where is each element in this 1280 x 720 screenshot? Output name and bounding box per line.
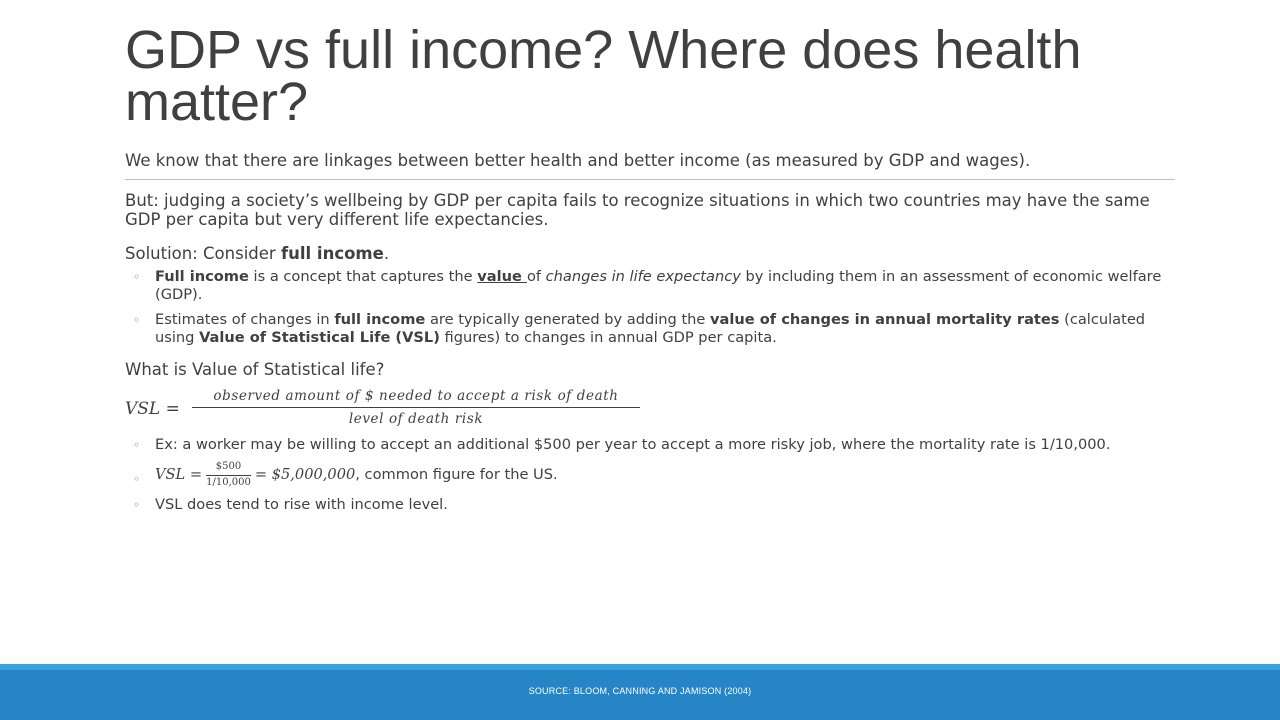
bullet1-bold: Full income [155,268,249,285]
solution-prefix: Solution: Consider [125,244,281,263]
bullet2-text: are typically generated by adding the [425,311,711,328]
bullet1-underlined: value [477,268,527,285]
bullet2-text: figures) to changes in annual GDP per capita. [439,329,777,346]
bullet2-text: (calculated using [155,311,1146,346]
vsl-question: What is Value of Statistical life? [125,360,385,379]
vsl-calc-lhs: VSL = [155,466,203,483]
bullet2-text: Estimates of changes in [155,311,335,328]
bullet-marker-icon: ◦ [133,472,141,486]
bullet-marker-icon: ◦ [133,498,141,512]
bullet-marker-icon: ◦ [133,438,141,452]
bullet-marker-icon: ◦ [133,270,141,284]
example-text: Ex: a worker may be willing to accept an additional $500 per year to accept a more risky job, where the mortality rate is 1/10,000. [155,436,1111,453]
bullet1-italic: changes in life expectancy [545,268,741,285]
bullet-marker-icon: ◦ [133,313,141,327]
list-item [125,496,1175,514]
bullet1-text: by including them in an assessment of economic welfare (GDP). [155,268,1162,303]
vsl-example-bullets [125,436,1175,514]
bullet2-bold: full income [334,311,426,328]
bullet2-bold: Value of Statistical Life (VSL) [199,329,440,346]
solution-bold: full income [280,244,384,263]
list-item [125,268,1175,304]
solution-line [125,243,1175,264]
income-rise-text: VSL does tend to rise with income level. [155,496,448,513]
bullet2-bold: value of changes in annual mortality rates [710,311,1060,328]
slide-title: GDP vs full income? Where does health matter? [125,20,1082,132]
intro-paragraph: We know that there are linkages between better health and better income (as measured by GDP and wages). [125,150,1175,180]
vsl-calc-numerator: $500 [206,461,251,476]
source-citation: SOURCE: BLOOM, CANNING AND JAMISON (2004) [528,686,752,696]
full-income-bullets [125,268,1175,347]
equation-lhs: VSL = [125,399,180,419]
solution-suffix: . [383,244,390,263]
vsl-calc-fraction [206,461,251,489]
vsl-calc-text: , common figure for the US. [355,466,558,483]
gdp-limitation-paragraph: But: judging a society’s wellbeing by GDP per capita fails to recognize situations in which two countries may have the same GDP per capita but very different life expectancies. [125,191,1150,229]
list-item [125,436,1175,454]
equation-fraction [192,388,640,427]
bullet1-text: is a concept that captures the [248,268,478,285]
footer-bar [0,664,1280,720]
vsl-calc-result: = $5,000,000 [254,466,356,483]
bullet1-text: of [526,268,546,285]
vsl-calc-denominator: 1/10,000 [206,477,251,488]
slide-body [125,150,1175,521]
list-item [125,461,1175,489]
equation-denominator: level of death risk [348,411,484,427]
equation-numerator: observed amount of $ needed to accept a risk of death [192,388,640,408]
vsl-equation [125,388,1175,430]
list-item [125,311,1175,347]
